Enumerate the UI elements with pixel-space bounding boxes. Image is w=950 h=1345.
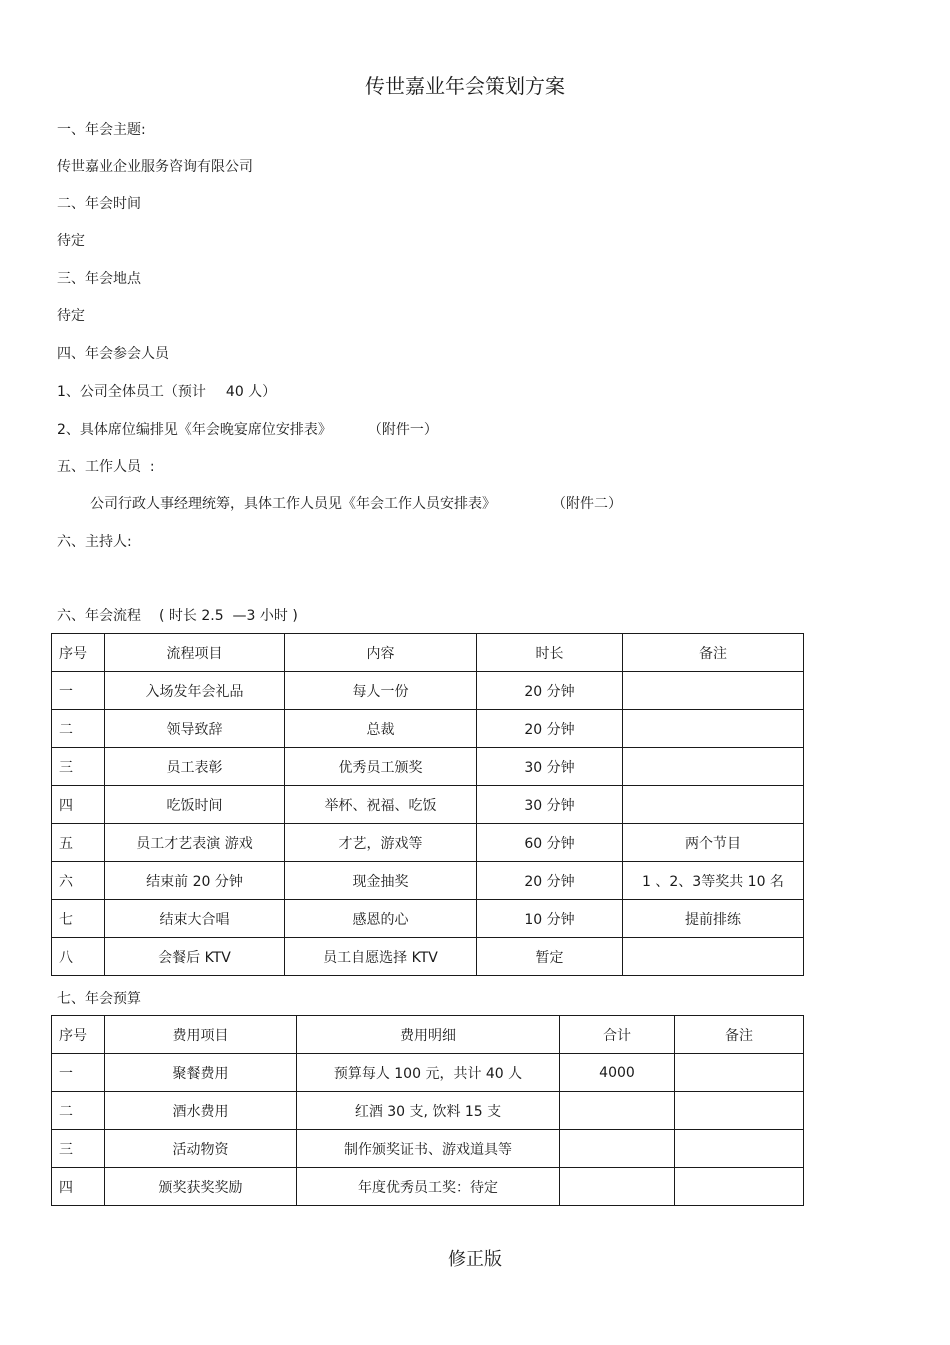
flow-table-cell: 1 、2、3等奖共 10 名 [623,862,804,900]
flow-table-cell: 提前排练 [623,900,804,938]
flow-table-cell: 30 分钟 [477,786,623,824]
budget-table-header-row [52,1016,804,1054]
budget-table-header-cell: 备注 [675,1016,804,1054]
revision-label: 修正版 [448,1249,502,1270]
budget-table-cell [560,1130,675,1168]
budget-table-cell [560,1168,675,1206]
attendees-item-2-text: 2、具体席位编排见《年会晚宴席位安排表》 [57,422,332,438]
budget-table-cell: 一 [52,1054,105,1092]
flow-heading-text: 六、年会流程 [57,608,141,624]
staff-content-attachment: （附件二） [552,496,622,512]
attendees-item-2 [57,419,438,439]
budget-table [51,1015,804,1206]
budget-table-header-cell: 合计 [560,1016,675,1054]
attendees-item-2-attachment: （附件一） [367,422,438,438]
flow-table-cell: 优秀员工颁奖 [285,748,477,786]
budget-table-cell [560,1092,675,1130]
flow-table-cell: 20 分钟 [477,710,623,748]
flow-table-row [52,786,804,824]
flow-table-cell: 10 分钟 [477,900,623,938]
flow-table-cell: 现金抽奖 [285,862,477,900]
budget-table-cell: 活动物资 [105,1130,297,1168]
attendees-item-1 [57,381,276,401]
flow-table-cell: 两个节目 [623,824,804,862]
flow-table-cell: 八 [52,938,105,976]
flow-table-cell: 员工表彰 [105,748,285,786]
budget-table-cell: 二 [52,1092,105,1130]
section-host-heading: 六、主持人: [57,534,132,550]
flow-table-cell: 才艺，游戏等 [285,824,477,862]
budget-table-cell: 三 [52,1130,105,1168]
budget-table-cell: 聚餐费用 [105,1054,297,1092]
flow-table-cell: 结束前 20 分钟 [105,862,285,900]
flow-table-header-cell: 内容 [285,634,477,672]
budget-table-row [52,1168,804,1206]
budget-table-row [52,1092,804,1130]
flow-table-cell: 一 [52,672,105,710]
budget-table-cell [675,1168,804,1206]
flow-table-cell: 每人一份 [285,672,477,710]
budget-table-cell: 4000 [560,1054,675,1092]
attendees-item-1-count: 40 人） [225,384,277,400]
section-attendees-heading: 四、年会参会人员 [57,346,169,362]
section-time-content: 待定 [57,233,85,249]
flow-table-header-cell: 备注 [623,634,804,672]
flow-table-cell: 感恩的心 [285,900,477,938]
flow-table-header-cell: 序号 [52,634,105,672]
budget-table-cell: 四 [52,1168,105,1206]
section-budget-heading: 七、年会预算 [57,991,141,1007]
flow-table-cell [623,748,804,786]
flow-table-row [52,672,804,710]
flow-table-cell: 七 [52,900,105,938]
flow-table-header-cell: 时长 [477,634,623,672]
flow-table-cell [623,938,804,976]
flow-table-cell: 结束大合唱 [105,900,285,938]
flow-table-cell: 五 [52,824,105,862]
flow-table-header-cell: 流程项目 [105,634,285,672]
flow-table-cell [623,710,804,748]
budget-table-row [52,1130,804,1168]
section-theme-heading: 一、年会主题: [57,122,146,138]
budget-table-header-cell: 费用明细 [297,1016,560,1054]
flow-table-cell: 60 分钟 [477,824,623,862]
flow-table-cell: 六 [52,862,105,900]
attendees-item-1-text: 1、公司全体员工（预计 [57,384,206,400]
flow-table-cell: 员工才艺表演 游戏 [105,824,285,862]
flow-table-cell: 领导致辞 [105,710,285,748]
flow-table-cell: 吃饭时间 [105,786,285,824]
flow-table-cell: 20 分钟 [477,862,623,900]
section-venue-content: 待定 [57,308,85,324]
section-flow-heading [57,605,298,625]
flow-table-row [52,938,804,976]
budget-table-cell: 制作颁奖证书、游戏道具等 [297,1130,560,1168]
flow-table-cell: 入场发年会礼品 [105,672,285,710]
budget-table-cell [675,1054,804,1092]
flow-table-cell: 总裁 [285,710,477,748]
flow-table-row [52,748,804,786]
flow-table-cell: 员工自愿选择 KTV [285,938,477,976]
flow-table-cell: 30 分钟 [477,748,623,786]
flow-table-cell: 暂定 [477,938,623,976]
flow-duration: ( 时长 2.5 —3 小时 ) [159,608,298,624]
budget-table-header-cell: 序号 [52,1016,105,1054]
flow-table-row [52,900,804,938]
flow-table-cell: 20 分钟 [477,672,623,710]
flow-table-header-row [52,634,804,672]
flow-table-cell: 会餐后 KTV [105,938,285,976]
budget-table-cell: 年度优秀员工奖：待定 [297,1168,560,1206]
budget-table-row [52,1054,804,1092]
budget-table-cell: 红酒 30 支, 饮料 15 支 [297,1092,560,1130]
budget-table-cell [675,1130,804,1168]
flow-table [51,633,804,976]
flow-table-row [52,862,804,900]
staff-content [90,493,622,513]
section-venue-heading: 三、年会地点 [57,271,141,287]
budget-table-cell [675,1092,804,1130]
flow-table-cell: 三 [52,748,105,786]
budget-table-header-cell: 费用项目 [105,1016,297,1054]
flow-table-cell: 四 [52,786,105,824]
flow-table-cell: 二 [52,710,105,748]
budget-table-cell: 颁奖获奖奖励 [105,1168,297,1206]
section-time-heading: 二、年会时间 [57,196,141,212]
flow-table-cell [623,672,804,710]
staff-content-text: 公司行政人事经理统筹，具体工作人员见《年会工作人员安排表》 [90,496,496,512]
flow-table-cell: 举杯、祝福、吃饭 [285,786,477,824]
document-title: 传世嘉业年会策划方案 [365,74,565,98]
section-staff-heading: 五、工作人员 : [57,459,155,475]
budget-table-cell: 酒水费用 [105,1092,297,1130]
flow-table-cell [623,786,804,824]
flow-table-row [52,710,804,748]
section-theme-content: 传世嘉业企业服务咨询有限公司 [57,159,253,175]
flow-table-row [52,824,804,862]
budget-table-cell: 预算每人 100 元，共计 40 人 [297,1054,560,1092]
